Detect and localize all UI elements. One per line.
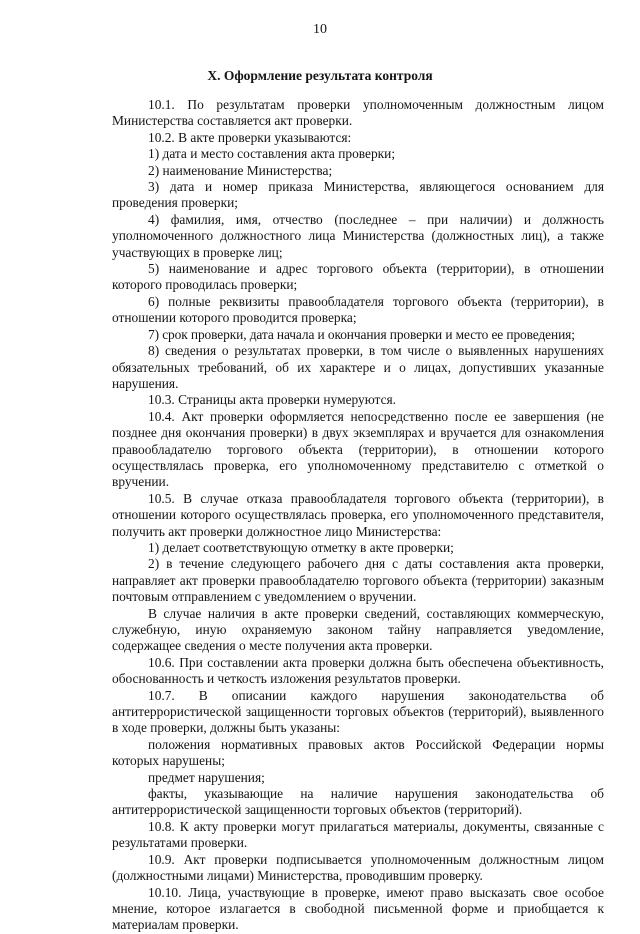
paragraph-10-1: 10.1. По результатам проверки уполномоченным должностным лицом Министерства составляется акт проверки. [112,97,604,129]
paragraph-10-9: 10.9. Акт проверки подписывается уполномоченным должностным лицом (должностными лицами) Министерства, проводившим проверку. [112,851,604,884]
list-item: 1) делает соответствующую отметку в акте проверки; [148,539,454,555]
paragraph-10-6: 10.6. При составлении акта проверки должна быть обеспечена объективность, обоснованность и четкость изложения результатов проверки. [112,654,604,687]
paragraph-notice: В случае наличия в акте проверки сведений, составляющих коммерческую, служебную, иную охраняемую законом тайну направляется уведомление, содержащее сведения о месте получения акта проверки. [112,605,604,654]
paragraph-10-7: 10.7. В описании каждого нарушения законодательства об антитеррористической защищенности торговых объектов (территорий), выявленного в ходе проверки, должны быть указаны: [112,687,604,736]
paragraph-10-3: 10.3. Страницы акта проверки нумеруются. [148,392,397,408]
list-item: факты, указывающие на наличие нарушения законодательства об антитеррористической защищенности торговых объектов (территорий). [112,786,604,818]
list-item: 6) полные реквизиты правообладателя торгового объекта (территории), в отношении которого проводится проверка; [112,293,604,326]
paragraph-10-4: 10.4. Акт проверки оформляется непосредственно после ее завершения (не позднее дня окончания проверки) в двух экземплярах и вручается для ознакомления правообладателю торгового объекта (территории), в отношении которого осуществлялась проверка, его уполномоченному представителю с отметкой о вручении. [112,408,604,490]
list-item: положения нормативных правовых актов Российской Федерации нормы которых нарушены; [112,736,604,769]
list-item: 1) дата и место составления акта проверки; [148,146,396,162]
paragraph-10-2: 10.2. В акте проверки указываются: [148,129,352,145]
paragraph-10-8: 10.8. К акту проверки могут прилагаться материалы, документы, связанные с результатами проверки. [112,818,604,851]
paragraph-10-5: 10.5. В случае отказа правообладателя торгового объекта (территории), в отношении которого осуществлялась проверка, его уполномоченного представителя, получить акт проверки должностное лицо Министерства: [112,490,604,539]
list-item: 4) фамилия, имя, отчество (последнее – при наличии) и должность уполномоченного должностного лица Министерства (должностных лиц), а также участвующих в проверке лиц; [112,211,604,260]
list-item: предмет нарушения; [148,769,265,785]
page-number: 10 [313,22,327,37]
list-item: 3) дата и номер приказа Министерства, являющегося основанием для проведения проверки; [112,179,604,211]
document-body [112,97,604,934]
list-item: 7) срок проверки, дата начала и окончания проверки и место ее проведения; [148,326,575,342]
list-item: 2) наименование Министерства; [148,162,333,178]
section-title: X. Оформление результата контроля [207,68,433,83]
list-item: 5) наименование и адрес торгового объекта (территории), в отношении которого проводилась проверки; [112,261,604,293]
list-item: 8) сведения о результатах проверки, в том числе о выявленных нарушениях обязательных требований, об их характере и о лицах, допустивших указанные нарушения. [112,343,604,391]
paragraph-10-10: 10.10. Лица, участвующие в проверке, имеют право высказать свое особое мнение, которое излагается в свободной письменной форме и приобщается к материалам проверки. [112,884,604,933]
list-item: 2) в течение следующего рабочего дня с даты составления акта проверки, направляет акт проверки правообладателю торгового объекта (территории) заказным почтовым отправлением с уведомлением о вручении. [112,556,604,605]
